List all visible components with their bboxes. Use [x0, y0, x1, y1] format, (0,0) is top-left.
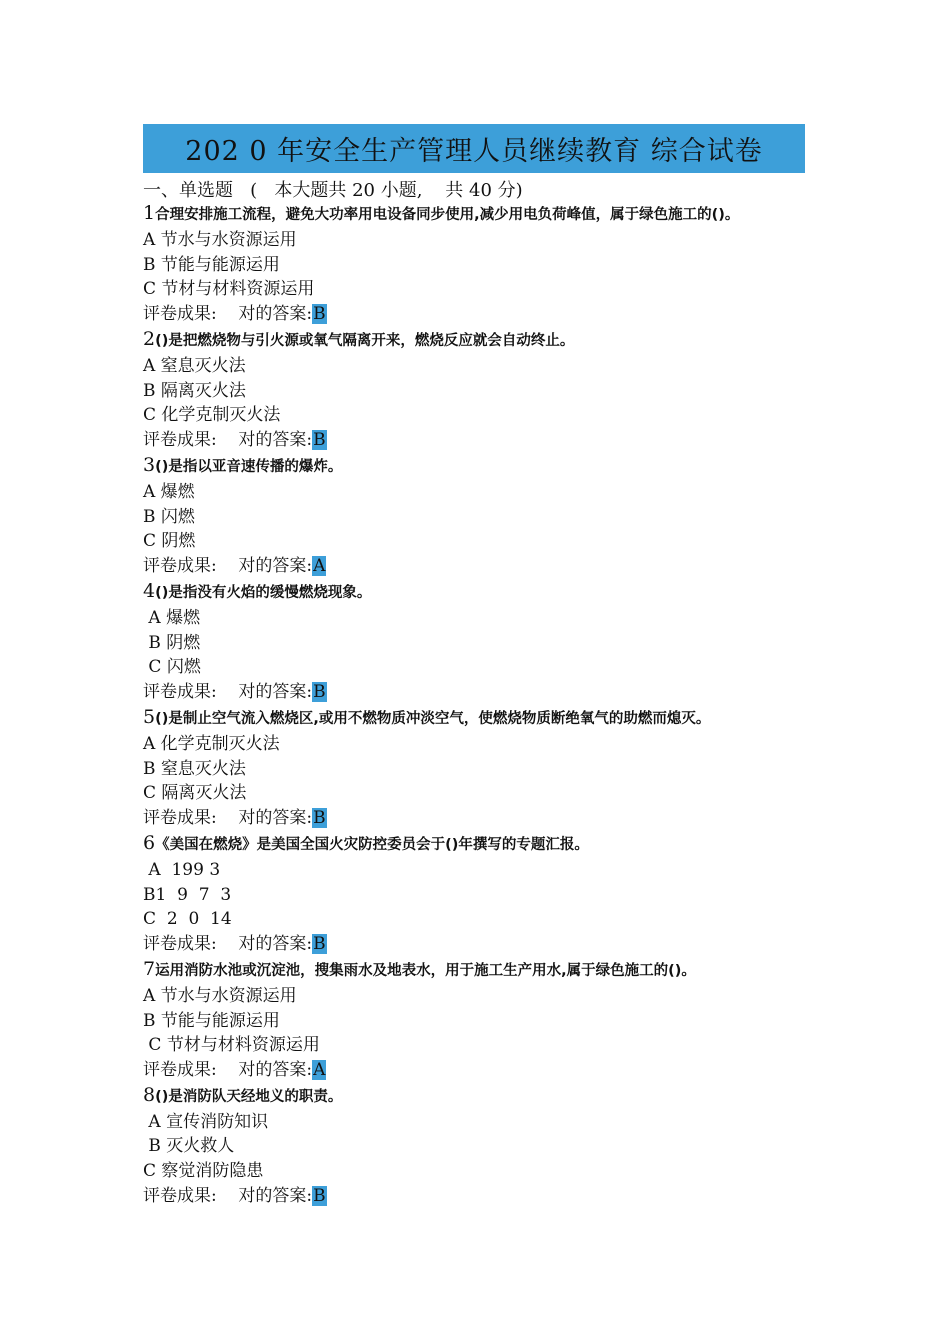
option-b: B 闪燃 — [143, 506, 195, 527]
option-a: A 窒息灭火法 — [143, 355, 246, 376]
correct-answer: B — [313, 430, 326, 451]
result-label: 评卷成果: 对的答案: — [143, 682, 313, 703]
question-number: 8 — [143, 1083, 156, 1106]
question-3 — [143, 453, 813, 579]
page-title: 202 0 年安全生产管理人员继续教育 综合试卷 — [185, 136, 763, 167]
option-a: A 节水与水资源运用 — [143, 229, 297, 250]
question-number: 7 — [143, 957, 156, 980]
question-7 — [143, 957, 813, 1083]
correct-answer: A — [313, 556, 326, 577]
result-label: 评卷成果: 对的答案: — [143, 1186, 313, 1207]
result-line — [143, 680, 813, 705]
result-label: 评卷成果: 对的答案: — [143, 556, 313, 577]
correct-answer: B — [313, 808, 326, 829]
option-b: B 阴燃 — [143, 632, 201, 653]
option-c: C 2 0 14 — [143, 909, 232, 930]
question-8 — [143, 1083, 813, 1209]
question-stem — [143, 957, 813, 984]
section-header: 一、单选题 ( 本大题共 20 小题, 共 40 分) — [143, 180, 523, 201]
option-c: C 节材与材料资源运用 — [143, 279, 315, 300]
option-a: A 爆燃 — [143, 481, 195, 502]
question-stem — [143, 705, 813, 732]
question-list — [143, 201, 813, 1209]
result-line — [143, 806, 813, 831]
option-c: C 察觉消防隐患 — [143, 1161, 264, 1182]
option-b: B1 9 7 3 — [143, 884, 232, 905]
option-a: A 宣传消防知识 — [143, 1111, 269, 1132]
option-c: C 阴燃 — [143, 531, 196, 552]
question-text: ()是指以亚音速传播的爆炸。 — [155, 458, 343, 475]
option-b: B 节能与能源运用 — [143, 1010, 280, 1031]
question-stem — [143, 201, 813, 228]
question-stem — [143, 579, 813, 606]
option-a: A 199 3 — [143, 859, 221, 880]
option-b: B 窒息灭火法 — [143, 758, 246, 779]
question-6 — [143, 831, 813, 957]
option-b: B 灭火救人 — [143, 1136, 235, 1157]
option-a: A 化学克制灭火法 — [143, 733, 280, 754]
option-c: C 节材与材料资源运用 — [143, 1035, 320, 1056]
question-number: 4 — [143, 579, 156, 602]
option-a: A 爆燃 — [143, 607, 201, 628]
result-label: 评卷成果: 对的答案: — [143, 934, 313, 955]
correct-answer: B — [313, 1186, 326, 1207]
result-line — [143, 428, 813, 453]
correct-answer: A — [313, 1060, 326, 1081]
result-line — [143, 554, 813, 579]
question-stem — [143, 1083, 813, 1110]
result-label: 评卷成果: 对的答案: — [143, 430, 313, 451]
question-text: 运用消防水池或沉淀池，搜集雨水及地表水，用于施工生产用水,属于绿色施工的()。 — [155, 962, 696, 979]
question-stem — [143, 327, 813, 354]
question-stem — [143, 831, 813, 858]
result-line — [143, 1058, 813, 1083]
question-number: 1 — [143, 202, 156, 224]
question-number: 3 — [143, 453, 156, 476]
correct-answer: B — [313, 304, 326, 325]
result-label: 评卷成果: 对的答案: — [143, 1060, 313, 1081]
result-line — [143, 302, 813, 327]
question-text: 合理安排施工流程，避免大功率用电设备同步使用,减少用电负荷峰值，属于绿色施工的()。 — [155, 207, 740, 223]
question-text: ()是把燃烧物与引火源或氧气隔离开来，燃烧反应就会自动终止。 — [155, 332, 575, 349]
question-number: 6 — [143, 831, 156, 854]
question-1 — [143, 201, 813, 327]
question-text: 《美国在燃烧》是美国全国火灾防控委员会于()年撰写的专题汇报。 — [155, 836, 589, 853]
result-label: 评卷成果: 对的答案: — [143, 304, 313, 325]
option-c: C 闪燃 — [143, 657, 201, 678]
question-number: 5 — [143, 705, 156, 728]
result-line — [143, 932, 813, 957]
option-b: B 节能与能源运用 — [143, 254, 280, 275]
result-label: 评卷成果: 对的答案: — [143, 808, 313, 829]
option-b: B 隔离灭火法 — [143, 380, 246, 401]
question-number: 2 — [143, 327, 156, 350]
option-c: C 隔离灭火法 — [143, 783, 247, 804]
result-line — [143, 1184, 813, 1209]
option-a: A 节水与水资源运用 — [143, 985, 297, 1006]
question-2 — [143, 327, 813, 453]
option-c: C 化学克制灭火法 — [143, 405, 281, 426]
correct-answer: B — [313, 934, 326, 955]
question-text: ()是指没有火焰的缓慢燃烧现象。 — [155, 584, 372, 601]
question-stem — [143, 453, 813, 480]
question-text: ()是制止空气流入燃烧区,或用不燃物质冲淡空气，使燃烧物质断绝氧气的助燃而熄灭。 — [155, 710, 711, 727]
correct-answer: B — [313, 682, 326, 703]
question-text: ()是消防队天经地义的职责。 — [155, 1088, 343, 1105]
title-banner — [143, 124, 805, 173]
question-5 — [143, 705, 813, 831]
question-4 — [143, 579, 813, 705]
